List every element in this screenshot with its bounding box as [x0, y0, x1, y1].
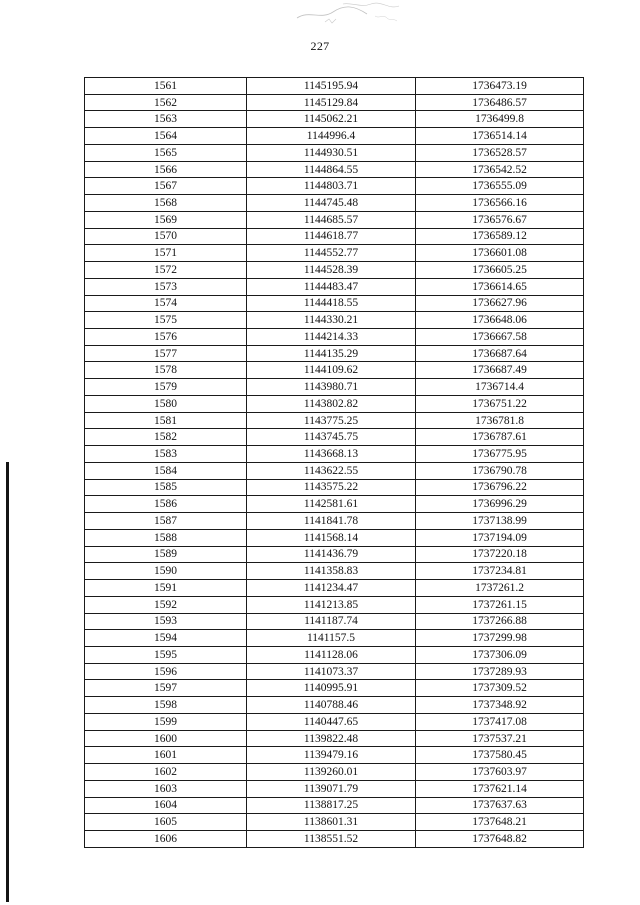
y-coordinate-cell: 1737648.82 — [416, 831, 584, 848]
x-coordinate-cell: 1145129.84 — [247, 94, 416, 111]
y-coordinate-cell: 1737580.45 — [416, 747, 584, 764]
table-row — [85, 580, 584, 597]
table-row — [85, 144, 584, 161]
y-coordinate-cell: 1736775.95 — [416, 446, 584, 463]
x-coordinate-cell: 1144483.47 — [247, 278, 416, 295]
x-coordinate-cell: 1145062.21 — [247, 111, 416, 128]
point-number-cell: 1569 — [85, 211, 247, 228]
y-coordinate-cell: 1736486.57 — [416, 94, 584, 111]
x-coordinate-cell: 1141073.37 — [247, 663, 416, 680]
x-coordinate-cell: 1141128.06 — [247, 646, 416, 663]
table-row — [85, 379, 584, 396]
page-number: 227 — [310, 39, 330, 53]
table-row — [85, 646, 584, 663]
point-number-cell: 1591 — [85, 580, 247, 597]
y-coordinate-cell: 1737299.98 — [416, 630, 584, 647]
point-number-cell: 1600 — [85, 730, 247, 747]
y-coordinate-cell: 1737306.09 — [416, 646, 584, 663]
point-number-cell: 1573 — [85, 278, 247, 295]
y-coordinate-cell: 1737537.21 — [416, 730, 584, 747]
point-number-cell: 1565 — [85, 144, 247, 161]
table-row — [85, 630, 584, 647]
table-row — [85, 697, 584, 714]
table-row — [85, 429, 584, 446]
table-row — [85, 831, 584, 848]
point-number-cell: 1570 — [85, 228, 247, 245]
table-row — [85, 278, 584, 295]
y-coordinate-cell: 1736614.65 — [416, 278, 584, 295]
table-row — [85, 730, 584, 747]
table-row — [85, 496, 584, 513]
x-coordinate-cell: 1144803.71 — [247, 178, 416, 195]
table-row — [85, 128, 584, 145]
y-coordinate-cell: 1736601.08 — [416, 245, 584, 262]
x-coordinate-cell: 1144745.48 — [247, 195, 416, 212]
y-coordinate-cell: 1736566.16 — [416, 195, 584, 212]
point-number-cell: 1603 — [85, 780, 247, 797]
point-number-cell: 1566 — [85, 161, 247, 178]
table-row — [85, 563, 584, 580]
table-row — [85, 513, 584, 530]
x-coordinate-cell: 1139822.48 — [247, 730, 416, 747]
x-coordinate-cell: 1145195.94 — [247, 78, 416, 95]
x-coordinate-cell: 1144930.51 — [247, 144, 416, 161]
point-number-cell: 1593 — [85, 613, 247, 630]
y-coordinate-cell: 1736605.25 — [416, 262, 584, 279]
y-coordinate-cell: 1736790.78 — [416, 462, 584, 479]
table-row — [85, 195, 584, 212]
x-coordinate-cell: 1141234.47 — [247, 580, 416, 597]
y-coordinate-cell: 1736555.09 — [416, 178, 584, 195]
point-number-cell: 1571 — [85, 245, 247, 262]
point-number-cell: 1575 — [85, 312, 247, 329]
y-coordinate-cell: 1737348.92 — [416, 697, 584, 714]
point-number-cell: 1567 — [85, 178, 247, 195]
table-row — [85, 479, 584, 496]
x-coordinate-cell: 1143775.25 — [247, 412, 416, 429]
table-row — [85, 362, 584, 379]
point-number-cell: 1594 — [85, 630, 247, 647]
x-coordinate-cell: 1144330.21 — [247, 312, 416, 329]
point-number-cell: 1606 — [85, 831, 247, 848]
table-row — [85, 747, 584, 764]
table-row — [85, 262, 584, 279]
point-number-cell: 1584 — [85, 462, 247, 479]
y-coordinate-cell: 1737603.97 — [416, 764, 584, 781]
point-number-cell: 1563 — [85, 111, 247, 128]
point-number-cell: 1587 — [85, 513, 247, 530]
y-coordinate-cell: 1736499.8 — [416, 111, 584, 128]
x-coordinate-cell: 1142581.61 — [247, 496, 416, 513]
y-coordinate-cell: 1737261.15 — [416, 596, 584, 613]
x-coordinate-cell: 1138601.31 — [247, 814, 416, 831]
point-number-cell: 1583 — [85, 446, 247, 463]
point-number-cell: 1581 — [85, 412, 247, 429]
y-coordinate-cell: 1736781.8 — [416, 412, 584, 429]
table-row — [85, 412, 584, 429]
point-number-cell: 1598 — [85, 697, 247, 714]
table-row — [85, 178, 584, 195]
table-row — [85, 111, 584, 128]
x-coordinate-cell: 1141841.78 — [247, 513, 416, 530]
y-coordinate-cell: 1737220.18 — [416, 546, 584, 563]
point-number-cell: 1602 — [85, 764, 247, 781]
y-coordinate-cell: 1736996.29 — [416, 496, 584, 513]
point-number-cell: 1574 — [85, 295, 247, 312]
y-coordinate-cell: 1736648.06 — [416, 312, 584, 329]
x-coordinate-cell: 1143575.22 — [247, 479, 416, 496]
x-coordinate-cell: 1138551.52 — [247, 831, 416, 848]
point-number-cell: 1585 — [85, 479, 247, 496]
point-number-cell: 1579 — [85, 379, 247, 396]
table-row — [85, 211, 584, 228]
table-row — [85, 312, 584, 329]
y-coordinate-cell: 1736796.22 — [416, 479, 584, 496]
point-number-cell: 1604 — [85, 797, 247, 814]
point-number-cell: 1580 — [85, 395, 247, 412]
table-row — [85, 446, 584, 463]
y-coordinate-cell: 1736667.58 — [416, 329, 584, 346]
y-coordinate-cell: 1736542.52 — [416, 161, 584, 178]
table-row — [85, 94, 584, 111]
point-number-cell: 1577 — [85, 345, 247, 362]
table-row — [85, 680, 584, 697]
x-coordinate-cell: 1141187.74 — [247, 613, 416, 630]
point-number-cell: 1605 — [85, 814, 247, 831]
y-coordinate-cell: 1737289.93 — [416, 663, 584, 680]
y-coordinate-cell: 1737266.88 — [416, 613, 584, 630]
table-row — [85, 780, 584, 797]
x-coordinate-cell: 1143802.82 — [247, 395, 416, 412]
x-coordinate-cell: 1140788.46 — [247, 697, 416, 714]
coordinates-table — [84, 77, 584, 848]
y-coordinate-cell: 1736528.57 — [416, 144, 584, 161]
y-coordinate-cell: 1736589.12 — [416, 228, 584, 245]
x-coordinate-cell: 1144685.57 — [247, 211, 416, 228]
x-coordinate-cell: 1141568.14 — [247, 529, 416, 546]
y-coordinate-cell: 1737637.63 — [416, 797, 584, 814]
table-row — [85, 764, 584, 781]
y-coordinate-cell: 1736714.4 — [416, 379, 584, 396]
point-number-cell: 1590 — [85, 563, 247, 580]
table-row — [85, 245, 584, 262]
point-number-cell: 1601 — [85, 747, 247, 764]
y-coordinate-cell: 1737648.21 — [416, 814, 584, 831]
x-coordinate-cell: 1141436.79 — [247, 546, 416, 563]
y-coordinate-cell: 1736787.61 — [416, 429, 584, 446]
table-row — [85, 546, 584, 563]
point-number-cell: 1561 — [85, 78, 247, 95]
y-coordinate-cell: 1737621.14 — [416, 780, 584, 797]
point-number-cell: 1564 — [85, 128, 247, 145]
x-coordinate-cell: 1143745.75 — [247, 429, 416, 446]
x-coordinate-cell: 1140995.91 — [247, 680, 416, 697]
point-number-cell: 1568 — [85, 195, 247, 212]
point-number-cell: 1562 — [85, 94, 247, 111]
y-coordinate-cell: 1736627.96 — [416, 295, 584, 312]
y-coordinate-cell: 1737194.09 — [416, 529, 584, 546]
y-coordinate-cell: 1736514.14 — [416, 128, 584, 145]
y-coordinate-cell: 1737234.81 — [416, 563, 584, 580]
table-row — [85, 713, 584, 730]
table-row — [85, 395, 584, 412]
table-row — [85, 329, 584, 346]
point-number-cell: 1589 — [85, 546, 247, 563]
x-coordinate-cell: 1138817.25 — [247, 797, 416, 814]
y-coordinate-cell: 1737138.99 — [416, 513, 584, 530]
x-coordinate-cell: 1141213.85 — [247, 596, 416, 613]
table-row — [85, 613, 584, 630]
table-row — [85, 814, 584, 831]
point-number-cell: 1599 — [85, 713, 247, 730]
x-coordinate-cell: 1141157.5 — [247, 630, 416, 647]
point-number-cell: 1595 — [85, 646, 247, 663]
x-coordinate-cell: 1143668.13 — [247, 446, 416, 463]
table-row — [85, 462, 584, 479]
x-coordinate-cell: 1144996.4 — [247, 128, 416, 145]
table-row — [85, 78, 584, 95]
x-coordinate-cell: 1139071.79 — [247, 780, 416, 797]
x-coordinate-cell: 1143622.55 — [247, 462, 416, 479]
point-number-cell: 1596 — [85, 663, 247, 680]
y-coordinate-cell: 1737309.52 — [416, 680, 584, 697]
point-number-cell: 1588 — [85, 529, 247, 546]
x-coordinate-cell: 1139479.16 — [247, 747, 416, 764]
point-number-cell: 1582 — [85, 429, 247, 446]
point-number-cell: 1592 — [85, 596, 247, 613]
table-body — [85, 78, 584, 848]
table-row — [85, 228, 584, 245]
y-coordinate-cell: 1736687.49 — [416, 362, 584, 379]
point-number-cell: 1572 — [85, 262, 247, 279]
x-coordinate-cell: 1143980.71 — [247, 379, 416, 396]
y-coordinate-cell: 1737261.2 — [416, 580, 584, 597]
x-coordinate-cell: 1144864.55 — [247, 161, 416, 178]
y-coordinate-cell: 1737417.08 — [416, 713, 584, 730]
x-coordinate-cell: 1144552.77 — [247, 245, 416, 262]
x-coordinate-cell: 1144528.39 — [247, 262, 416, 279]
point-number-cell: 1576 — [85, 329, 247, 346]
x-coordinate-cell: 1144135.29 — [247, 345, 416, 362]
x-coordinate-cell: 1144214.33 — [247, 329, 416, 346]
x-coordinate-cell: 1144618.77 — [247, 228, 416, 245]
scan-artifact-mark — [295, 0, 405, 26]
table-row — [85, 295, 584, 312]
x-coordinate-cell: 1139260.01 — [247, 764, 416, 781]
y-coordinate-cell: 1736687.64 — [416, 345, 584, 362]
y-coordinate-cell: 1736473.19 — [416, 78, 584, 95]
x-coordinate-cell: 1144418.55 — [247, 295, 416, 312]
y-coordinate-cell: 1736751.22 — [416, 395, 584, 412]
table-row — [85, 663, 584, 680]
table-row — [85, 797, 584, 814]
x-coordinate-cell: 1141358.83 — [247, 563, 416, 580]
table-row — [85, 161, 584, 178]
point-number-cell: 1597 — [85, 680, 247, 697]
y-coordinate-cell: 1736576.67 — [416, 211, 584, 228]
point-number-cell: 1578 — [85, 362, 247, 379]
x-coordinate-cell: 1140447.65 — [247, 713, 416, 730]
table-row — [85, 596, 584, 613]
point-number-cell: 1586 — [85, 496, 247, 513]
table-row — [85, 529, 584, 546]
margin-bar — [6, 462, 9, 902]
table-row — [85, 345, 584, 362]
x-coordinate-cell: 1144109.62 — [247, 362, 416, 379]
